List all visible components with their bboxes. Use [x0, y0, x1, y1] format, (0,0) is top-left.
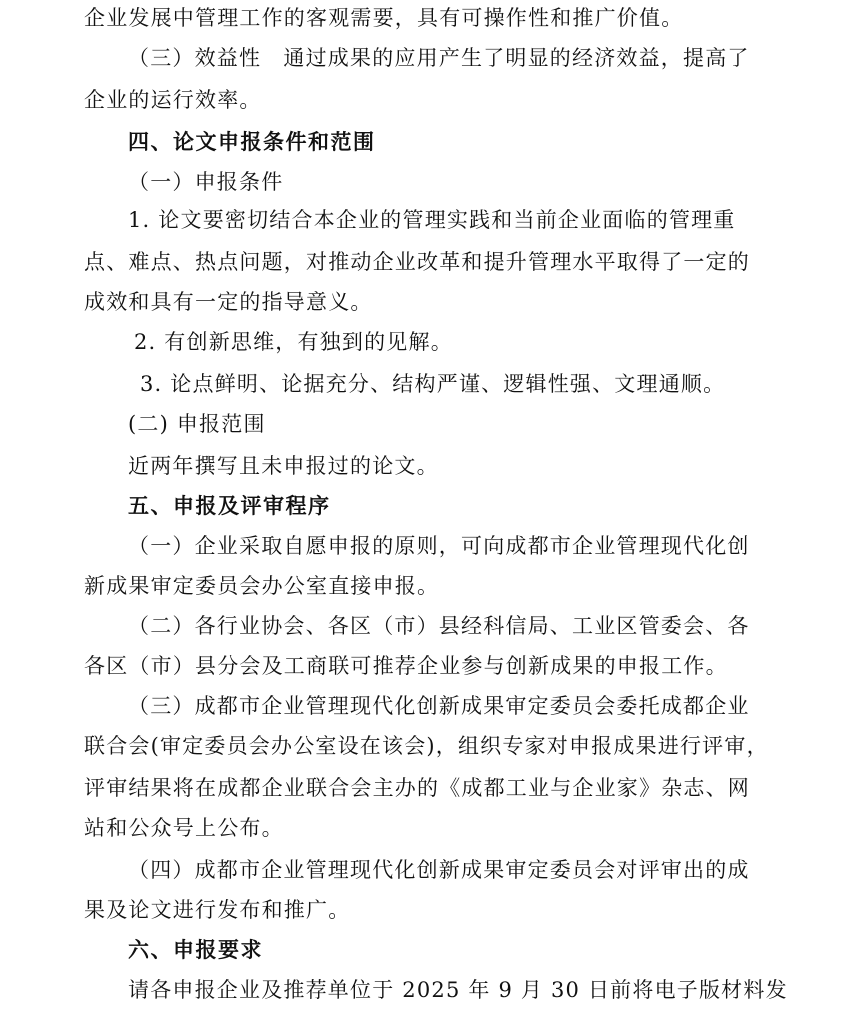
body-text-line: 点、难点、热点问题，对推动企业改革和提升管理水平取得了一定的 — [84, 250, 750, 274]
body-text-line: 联合会(审定委员会办公室设在该会)，组织专家对申报成果进行评审， — [84, 734, 769, 758]
section-heading-4: 四、论文申报条件和范围 — [128, 130, 376, 154]
body-text-line: 2. 有创新思维，有独到的见解。 — [134, 330, 453, 354]
body-text-line: 各区（市）县分会及工商联可推荐企业参与创新成果的申报工作。 — [84, 654, 728, 678]
section-heading-6: 六、申报要求 — [128, 938, 263, 962]
body-text-line: 评审结果将在成都企业联合会主办的《成都工业与企业家》杂志、网 — [84, 776, 750, 800]
subsection-heading: （一）申报条件 — [128, 170, 284, 194]
body-text-line: 请各申报企业及推荐单位于 2025 年 9 月 30 日前将电子版材料发 — [128, 978, 788, 1002]
body-text-line: 1. 论文要密切结合本企业的管理实践和当前企业面临的管理重 — [128, 208, 736, 232]
body-text-line: 3. 论点鲜明、论据充分、结构严谨、逻辑性强、文理通顺。 — [140, 372, 726, 396]
section-heading-5: 五、申报及评审程序 — [128, 494, 331, 518]
body-text-line: 企业的运行效率。 — [84, 88, 262, 112]
body-text-line: （三）成都市企业管理现代化创新成果审定委员会委托成都企业 — [128, 694, 750, 718]
body-text-line: 企业发展中管理工作的客观需要，具有可操作性和推广价值。 — [84, 6, 684, 30]
body-text-line: （三）效益性 通过成果的应用产生了明显的经济效益，提高了 — [128, 46, 750, 70]
body-text-line: 近两年撰写且未申报过的论文。 — [128, 454, 439, 478]
body-text-line: 站和公众号上公布。 — [84, 816, 284, 840]
subsection-heading: (二) 申报范围 — [128, 412, 266, 436]
body-text-line: 果及论文进行发布和推广。 — [84, 898, 351, 922]
body-text-line: （二）各行业协会、各区（市）县经科信局、工业区管委会、各 — [128, 614, 750, 638]
body-text-line: （一）企业采取自愿申报的原则，可向成都市企业管理现代化创 — [128, 534, 750, 558]
body-text-line: （四）成都市企业管理现代化创新成果审定委员会对评审出的成 — [128, 858, 750, 882]
body-text-line: 新成果审定委员会办公室直接申报。 — [84, 574, 440, 598]
body-text-line: 成效和具有一定的指导意义。 — [84, 290, 373, 314]
